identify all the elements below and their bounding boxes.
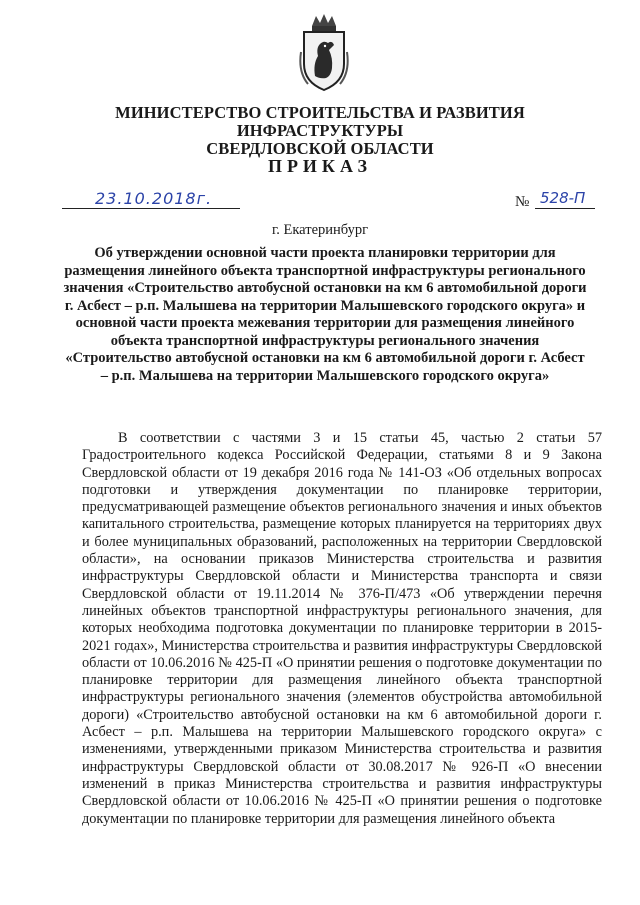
order-city: г. Екатеринбург [271, 222, 369, 238]
order-number: 528-П [540, 189, 586, 207]
order-heading: Об утверждении основной части проекта планировки территории для размещения линейного объекта транспортной инфраструктуры регионального значения «Строительство автобусной остановки на км 6 автомобильной дороги г. Асбест – р.п. Малышева на территории Малышевского городского округа» и основной части проекта межевания территории для размещения линейного объекта транспортной инфраструктуры регионального значения «Строительство автобусной остановки на км 6 автомобильной дороги г. Асбест – р.п. Малышева на территории Малышевского городского округа» [63, 245, 587, 384]
coat-of-arms-icon [298, 12, 350, 92]
order-body: В соответствии с частями 3 и 15 статьи 45, частью 2 статьи 57 Градостроительного кодекса Российской Федерации, статьями 8 и 9 Закона Свердловской области от 19 декабря 2016 года № 141-ОЗ «Об отдельных вопросах подготовки и утверждения документации по планировке территории, предусматривающей размещение объектов регионального значения и иных объектов капитального строительства, размещение которых планируется на территориях двух и более муниципальных образований, расположенных на территории Свердловской области», на основании приказов Министерства строительства и развития инфраструктуры Свердловской области и Министерства транспорта и связи Свердловской области от 19.11.2014 № 376-П/473 «Об утверждении перечня линейных объектов транспортной инфраструктуры регионального значения, для которых необходима подготовка документации по планировке территории в 2015-2021 годах», Министерства строительства и развития инфраструктуры Свердловской области от 10.06.2016 № 425-П «О принятии решения о подготовке документации по планировке территории для размещения линейного объекта транспортной инфраструктуры регионального значения (элементов обустройства автомобильной дороги) «Строительство автобусной остановки на км 6 автомобильной дороги г. Асбест – р.п. Малышева на территории Малышевского городского округа» с изменениями, утвержденными приказом Министерства строительства и развития инфраструктуры Свердловской области от 30.08.2017 № 926-П «О внесении изменений в приказ Министерства строительства и развития инфраструктуры Свердловской области от 10.06.2016 № 425-П «О принятии решения о подготовке документации по планировке территории для размещения линейного объекта [82, 430, 602, 827]
date-underline [62, 208, 240, 209]
order-number-label: № [515, 194, 530, 210]
ministry-line-2: СВЕРДЛОВСКОЙ ОБЛАСТИ [206, 139, 434, 158]
order-date: 23.10.2018г. [95, 189, 213, 208]
ministry-line-1: МИНИСТЕРСТВО СТРОИТЕЛЬСТВА И РАЗВИТИЯ ИНФРАСТРУКТУРЫ [115, 103, 525, 140]
ministry-name [40, 104, 600, 158]
order-title: ПРИКАЗ [267, 156, 373, 176]
number-underline [535, 208, 595, 209]
